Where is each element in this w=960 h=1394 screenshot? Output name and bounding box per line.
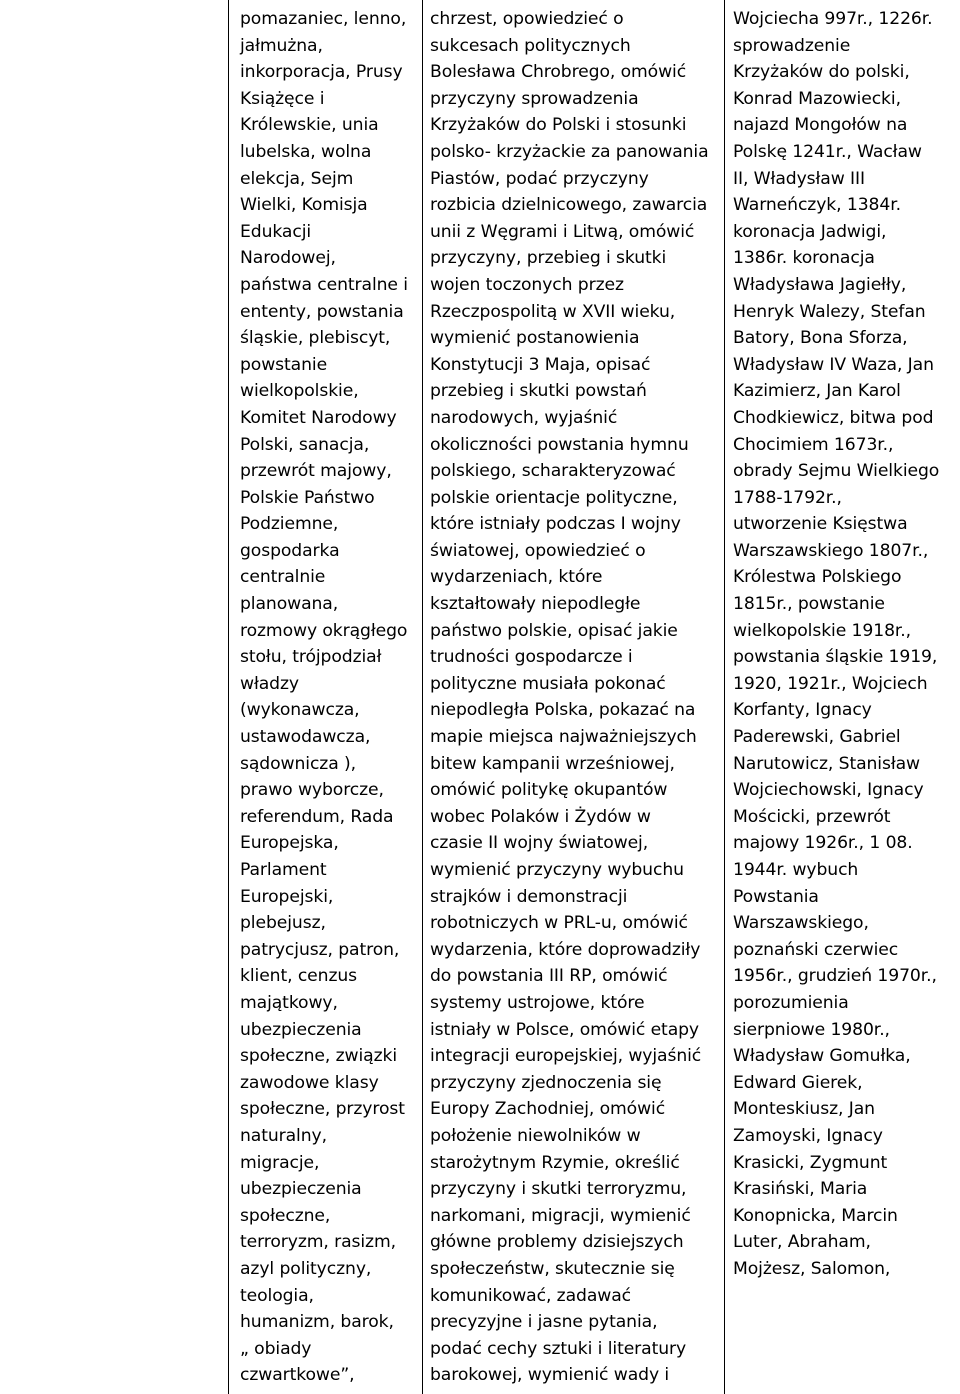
text-line: Konstytucji 3 Maja, opisać <box>430 354 651 375</box>
text-line: Warszawskiego 1807r., <box>733 540 929 561</box>
text-line: Luter, Abraham, <box>733 1232 871 1253</box>
text-line: planowana, <box>240 594 339 615</box>
text-line: bitew kampanii wrześniowej, <box>430 753 675 774</box>
text-line: Książęce i <box>240 88 325 109</box>
text-line: polityczne musiała pokonać <box>430 673 666 694</box>
text-line: społeczne, przyrost <box>240 1099 405 1120</box>
text-line: 1956r., grudzień 1970r., <box>733 966 937 987</box>
text-line: czwartkowe”, <box>240 1365 355 1386</box>
text-line: państwa centralne i <box>240 274 408 295</box>
text-line: przyczyny, przebieg i skutki <box>430 248 667 269</box>
text-line: sprowadzenie <box>733 35 851 56</box>
text-line: powstanie <box>240 354 328 375</box>
text-line: teologia, <box>240 1285 314 1306</box>
text-line: kształtowały niepodległe <box>430 594 641 615</box>
text-line: Królestwa Polskiego <box>733 567 902 588</box>
table-border-left <box>228 0 229 1394</box>
text-line: wielkopolskie 1918r., <box>733 620 912 641</box>
text-line: mapie miejsca najważniejszych <box>430 727 697 748</box>
text-line: poznański czerwiec <box>733 939 899 960</box>
text-line: Edukacji <box>240 221 312 242</box>
text-line: ustawodawcza, <box>240 727 371 748</box>
text-line: Rzeczpospolitą w XVII wieku, <box>430 301 676 322</box>
text-line: Monteskiusz, Jan <box>733 1099 875 1120</box>
text-line: integracji europejskiej, wyjaśnić <box>430 1046 702 1067</box>
text-line: naturalny, <box>240 1125 327 1146</box>
text-line: powstania śląskie 1919, <box>733 647 938 668</box>
text-line: wydarzenia, które doprowadziły <box>430 939 701 960</box>
text-line: ubezpieczenia <box>240 1019 362 1040</box>
text-line: polskie orientacje polityczne, <box>430 487 678 508</box>
text-line: sukcesach politycznych <box>430 35 631 56</box>
column-divider-2 <box>724 0 725 1394</box>
text-line: przyczyny zjednoczenia się <box>430 1072 662 1093</box>
text-line: (wykonawcza, <box>240 700 360 721</box>
text-line: II, Władysław III <box>733 168 865 189</box>
text-line: centralnie <box>240 567 326 588</box>
text-line: ententy, powstania <box>240 301 404 322</box>
text-line: majątkowy, <box>240 992 338 1013</box>
text-line: Bolesława Chrobrego, omówić <box>430 62 687 83</box>
text-line: patrycjusz, patron, <box>240 939 400 960</box>
text-line: robotniczych w PRL-u, omówić <box>430 913 688 934</box>
text-line: narodowych, wyjaśnić <box>430 407 618 428</box>
text-line: plebejusz, <box>240 913 326 934</box>
text-line: Mościcki, przewrót <box>733 806 891 827</box>
text-line: okoliczności powstania hymnu <box>430 434 689 455</box>
text-line: Paderewski, Gabriel <box>733 727 901 748</box>
text-line: Chodkiewicz, bitwa pod <box>733 407 934 428</box>
text-line: Europejska, <box>240 833 339 854</box>
text-line: społeczne, <box>240 1205 331 1226</box>
text-line: obrady Sejmu Wielkiego <box>733 461 940 482</box>
text-line: czasie II wojny światowej, <box>430 833 649 854</box>
text-line: unii z Węgrami i Litwą, omówić <box>430 221 695 242</box>
text-line: niepodległa Polska, pokazać na <box>430 700 696 721</box>
text-line: migracje, <box>240 1152 320 1173</box>
text-line: wymienić postanowienia <box>430 328 640 349</box>
text-line: do powstania III RP, omówić <box>430 966 668 987</box>
text-line: Krasiński, Maria <box>733 1179 868 1200</box>
text-line: Piastów, podać przyczyny <box>430 168 649 189</box>
text-line: Konopnicka, Marcin <box>733 1205 898 1226</box>
text-line: Polski, sanacja, <box>240 434 370 455</box>
text-line: Władysław IV Waza, Jan <box>733 354 934 375</box>
text-line: 1386r. koronacja <box>733 248 875 269</box>
text-line: wymienić przyczyny wybuchu <box>430 860 684 880</box>
text-line: Henryk Walezy, Stefan <box>733 301 926 322</box>
text-line: sierpniowe 1980r., <box>733 1019 890 1040</box>
text-line: porozumienia <box>733 992 849 1013</box>
text-line: narkomani, migracji, wymienić <box>430 1205 691 1226</box>
text-line: strajków i demonstracji <box>430 886 628 907</box>
text-line: zawodowe klasy <box>240 1072 379 1093</box>
text-line: Wojciecha 997r., 1226r. <box>733 9 933 29</box>
text-line: Polskę 1241r., Wacław <box>733 141 922 162</box>
text-line: Chocimiem 1673r., <box>733 434 894 455</box>
text-line: Kazimierz, Jan Karol <box>733 381 901 402</box>
text-line: sądownicza ), <box>240 753 356 774</box>
text-line: Podziemne, <box>240 514 339 535</box>
text-line: Królewskie, unia <box>240 115 379 136</box>
text-line: światowej, opowiedzieć o <box>430 540 646 561</box>
text-line: wielkopolskie, <box>240 381 359 402</box>
text-line: gospodarka <box>240 540 340 561</box>
text-line: które istniały podczas I wojny <box>430 514 681 535</box>
text-line: śląskie, plebiscyt, <box>240 328 391 349</box>
column-divider-1 <box>422 0 423 1394</box>
text-line: Polskie Państwo <box>240 487 375 508</box>
text-line: wydarzeniach, które <box>430 567 603 588</box>
text-line: przebieg i skutki powstań <box>430 381 647 402</box>
text-line: azyl polityczny, <box>240 1258 372 1279</box>
text-line: Wielki, Komisja <box>240 195 368 216</box>
text-line: rozmowy okrągłego <box>240 620 408 641</box>
text-line: Zamoyski, Ignacy <box>733 1125 883 1146</box>
text-line: przyczyny i skutki terroryzmu, <box>430 1179 687 1200</box>
text-line: Krzyżaków do polski, <box>733 62 910 83</box>
text-line: 1920, 1921r., Wojciech <box>733 673 928 694</box>
text-line: Narutowicz, Stanisław <box>733 753 921 774</box>
text-line: utworzenie Księstwa <box>733 514 908 535</box>
text-line: Warneńczyk, 1384r. <box>733 195 901 216</box>
text-line: Władysław Gomułka, <box>733 1046 911 1067</box>
text-line: rozbicia dzielnicowego, zawarcia <box>430 195 708 216</box>
text-line: elekcja, Sejm <box>240 168 354 189</box>
text-line: ubezpieczenia <box>240 1179 362 1200</box>
text-line: referendum, Rada <box>240 806 394 827</box>
text-line: Wojciechowski, Ignacy <box>733 780 924 801</box>
text-line: terroryzm, rasizm, <box>240 1232 396 1253</box>
text-line: Konrad Mazowiecki, <box>733 88 901 109</box>
text-line: polsko- krzyżackie za panowania <box>430 141 709 162</box>
text-line: komunikować, zadawać <box>430 1285 632 1306</box>
text-line: systemy ustrojowe, które <box>430 992 645 1013</box>
text-line: najazd Mongołów na <box>733 115 908 136</box>
text-line: starożytnym Rzymie, określić <box>430 1152 680 1173</box>
skills-column <box>430 6 720 1389</box>
text-line: wobec Polaków i Żydów w <box>430 806 651 827</box>
text-line: trudności gospodarcze i <box>430 647 633 668</box>
text-line: Batory, Bona Sforza, <box>733 328 908 349</box>
text-line: Europejski, <box>240 886 334 907</box>
text-line: majowy 1926r., 1 08. <box>733 833 913 854</box>
text-line: 1944r. wybuch <box>733 860 859 880</box>
text-line: Parlament <box>240 860 327 880</box>
text-line: jałmużna, <box>240 35 323 56</box>
text-line: Władysława Jagiełły, <box>733 274 907 295</box>
text-line: podać cechy sztuki i literatury <box>430 1338 687 1359</box>
text-line: „ obiady <box>240 1338 312 1359</box>
text-line: władzy <box>240 673 299 694</box>
text-line: przewrót majowy, <box>240 461 392 482</box>
text-line: Mojżesz, Salomon, <box>733 1258 891 1279</box>
text-line: klient, cenzus <box>240 966 358 987</box>
text-line: precyzyjne i jasne pytania, <box>430 1312 658 1333</box>
text-line: 1815r., powstanie <box>733 594 885 615</box>
text-line: główne problemy dzisiejszych <box>430 1232 684 1253</box>
terms-column <box>240 6 420 1389</box>
text-line: pomazaniec, lenno, <box>240 9 407 29</box>
dates-figures-column <box>733 6 955 1283</box>
text-line: Powstania <box>733 886 819 907</box>
text-line: inkorporacja, Prusy <box>240 62 403 83</box>
text-line: przyczyny sprowadzenia <box>430 88 639 109</box>
text-line: Narodowej, <box>240 248 336 269</box>
text-line: prawo wyborcze, <box>240 780 384 801</box>
text-line: istniały w Polsce, omówić etapy <box>430 1019 700 1040</box>
text-line: Krzyżaków do Polski i stosunki <box>430 115 687 136</box>
text-line: Korfanty, Ignacy <box>733 700 872 721</box>
text-line: Warszawskiego, <box>733 913 869 934</box>
text-line: lubelska, wolna <box>240 141 372 162</box>
text-line: stołu, trójpodział <box>240 647 382 668</box>
text-line: omówić politykę okupantów <box>430 780 668 801</box>
text-line: państwo polskie, opisać jakie <box>430 620 678 641</box>
text-line: Krasicki, Zygmunt <box>733 1152 888 1173</box>
text-line: humanizm, barok, <box>240 1312 394 1333</box>
text-line: 1788-1792r., <box>733 487 842 508</box>
text-line: społeczne, związki <box>240 1046 398 1067</box>
text-line: Komitet Narodowy <box>240 407 397 428</box>
text-line: polskiego, scharakteryzować <box>430 461 676 482</box>
text-line: koronacja Jadwigi, <box>733 221 887 242</box>
text-line: wojen toczonych przez <box>430 274 624 295</box>
text-line: społeczeństw, skutecznie się <box>430 1258 675 1279</box>
text-line: położenie niewolników w <box>430 1125 641 1146</box>
text-line: Europy Zachodniej, omówić <box>430 1099 666 1120</box>
text-line: Edward Gierek, <box>733 1072 863 1093</box>
text-line: barokowej, wymienić wady i <box>430 1365 670 1386</box>
text-line: chrzest, opowiedzieć o <box>430 9 624 29</box>
